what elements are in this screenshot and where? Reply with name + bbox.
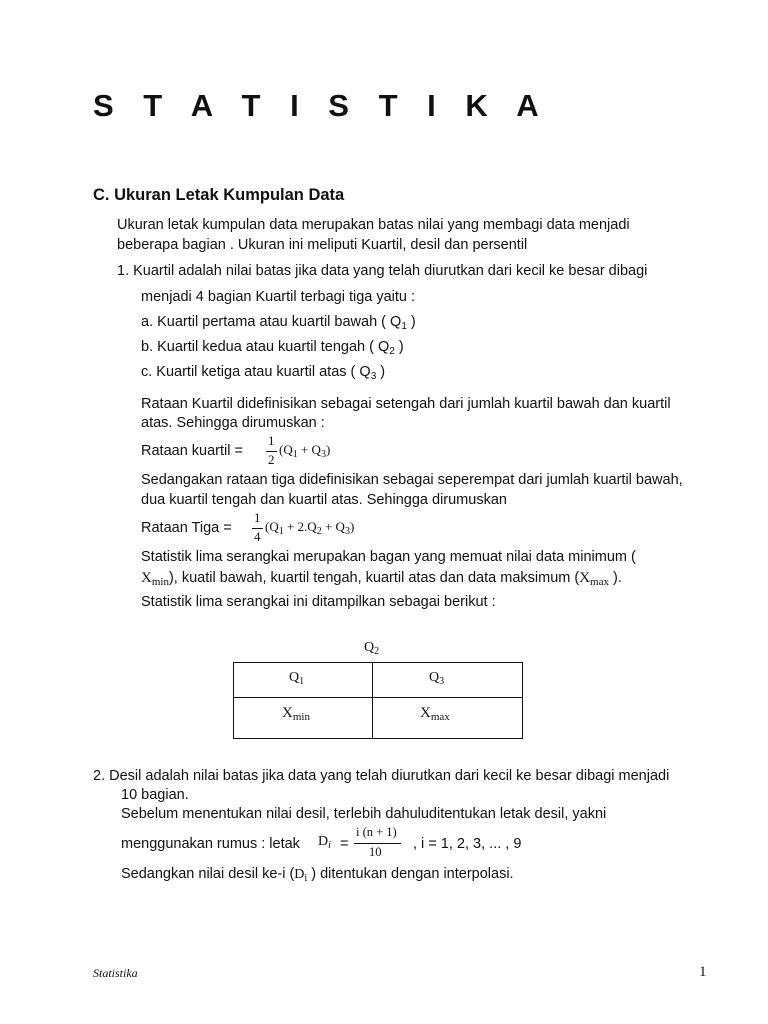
desil-denominator: 10	[369, 845, 382, 859]
item2-line-3: Sebelum menentukan nilai desil, terlebih dahuluditentukan letak desil, yakni	[121, 806, 607, 822]
rataan-tiga-label: Rataan Tiga =	[141, 520, 232, 536]
item2-line-5-d: D	[294, 867, 305, 882]
table-q1-letter: Q	[289, 670, 300, 685]
table-row-divider	[233, 697, 522, 698]
rataan-kuartil-label: Rataan kuartil =	[141, 443, 243, 459]
rt-expr-sub3: 3	[344, 526, 350, 537]
item1-line-1: 1. Kuartil adalah nilai batas jika data yang telah diurutkan dari kecil ke besar dibagi	[117, 263, 648, 279]
table-cell-q1	[289, 670, 304, 686]
rataan-kuartil-numerator: 1	[268, 433, 275, 448]
lima-line-2	[141, 569, 622, 587]
table-xmax-letter: X	[420, 705, 431, 721]
rt-expr-open: (Q	[265, 519, 279, 534]
rataan-tiga-numerator: 1	[254, 510, 261, 525]
desil-range: , i = 1, 2, 3, ... , 9	[413, 836, 522, 852]
rataan-tiga-denominator: 4	[254, 529, 261, 544]
table-cell-q3	[429, 670, 444, 686]
rk-expr-sub2: 3	[320, 449, 326, 460]
page-number: 1	[699, 964, 707, 980]
item2-line-4: menggunakan rumus : letak	[121, 836, 300, 852]
lima-line-2-text: ), kuatil bawah, kuartil tengah, kuartil atas dan data maksimum (	[168, 570, 580, 586]
rataan-tiga-line-2: dua kuartil tengah dan kuartil atas. Sehingga dirumuskan	[141, 492, 507, 508]
intro-line-2: beberapa bagian . Ukuran ini meliputi Kuartil, desil dan persentil	[117, 237, 528, 253]
table-cell-xmin	[282, 705, 310, 722]
item2-line-5-start: Sedangkan nilai desil ke-i (	[121, 866, 295, 882]
lima-line-2-end: ).	[609, 570, 622, 586]
lima-xmax-sub: max	[590, 576, 609, 588]
table-q2-label	[364, 640, 379, 656]
lima-xmin-x: X	[141, 570, 152, 586]
table-column-divider	[372, 662, 373, 738]
footer-title: Statistika	[93, 966, 138, 980]
rataan-tiga-line-1: Sedangakan rataan tiga didefinisikan sebagai seperempat dari jumlah kuartil bawah,	[141, 472, 683, 488]
rataan-tiga-expression	[265, 519, 354, 535]
rataan-kuartil-line-1: Rataan Kuartil didefinisikan sebagai setengah dari jumlah kuartil bawah dan kuartil	[141, 396, 671, 412]
table-q1-sub: 1	[299, 676, 305, 687]
list-item-b-sub: 2	[389, 346, 395, 357]
list-item-c-sub: 3	[370, 371, 377, 382]
lima-xmin-sub: min	[151, 576, 169, 588]
rataan-kuartil-expression	[279, 442, 330, 458]
rt-expr-sub1: 1	[278, 526, 284, 537]
table-xmin-sub: min	[292, 711, 310, 723]
rk-expr-open: (Q	[279, 442, 293, 457]
table-cell-xmax	[420, 705, 450, 722]
desil-symbol	[318, 834, 331, 850]
table-q2-letter: Q	[364, 640, 375, 655]
list-item-c-close: )	[376, 364, 386, 380]
item2-line-5-sub: i	[304, 873, 308, 884]
list-item-a	[141, 313, 416, 331]
table-q3-sub: 3	[439, 676, 445, 687]
table-q3-letter: Q	[429, 670, 440, 685]
list-item-b-close: )	[394, 339, 404, 355]
desil-d-sub: i	[328, 840, 331, 851]
rt-expr-mid2: + Q	[321, 519, 345, 534]
rt-expr-close: )	[349, 519, 355, 534]
rataan-kuartil-line-2: atas. Sehingga dirumuskan :	[141, 415, 325, 431]
rk-expr-close: )	[325, 442, 331, 457]
rk-expr-sub1: 1	[292, 449, 298, 460]
list-item-a-sub: 1	[401, 321, 407, 332]
section-heading: C. Ukuran Letak Kumpulan Data	[93, 186, 345, 204]
item1-line-2: menjadi 4 bagian Kuartil terbagi tiga yaitu :	[141, 289, 416, 305]
rt-expr-sub2: 2	[316, 526, 322, 537]
lima-serangkai-table	[233, 662, 523, 739]
rataan-kuartil-denominator: 2	[268, 452, 275, 467]
list-item-b-text: b. Kuartil kedua atau kuartil tengah ( Q	[141, 339, 390, 355]
table-q2-sub: 2	[374, 646, 380, 657]
table-xmax-sub: max	[430, 711, 450, 723]
list-item-c	[141, 363, 385, 381]
lima-line-1: Statistik lima serangkai merupakan bagan yang memuat nilai data minimum (	[141, 549, 636, 565]
lima-xmax-x: X	[579, 570, 591, 586]
rk-expr-mid: + Q	[297, 442, 321, 457]
desil-fraction-bar	[354, 843, 401, 844]
list-item-a-text: a. Kuartil pertama atau kuartil bawah ( Q	[141, 314, 402, 330]
item2-line-5-end: ) ditentukan dengan interpolasi.	[307, 866, 514, 882]
page-title: S T A T I S T I K A	[93, 88, 550, 123]
desil-numerator: i (n + 1)	[356, 825, 397, 839]
list-item-c-text: c. Kuartil ketiga atau kuartil atas ( Q	[141, 364, 371, 380]
list-item-a-close: )	[406, 314, 416, 330]
intro-line-1: Ukuran letak kumpulan data merupakan batas nilai yang membagi data menjadi	[117, 217, 630, 233]
table-xmin-letter: X	[282, 705, 293, 721]
lima-line-3: Statistik lima serangkai ini ditampilkan sebagai berikut :	[141, 594, 496, 610]
list-item-b	[141, 338, 404, 356]
desil-d: D	[318, 834, 329, 849]
item2-line-2: 10 bagian.	[121, 787, 189, 803]
desil-equals: =	[340, 836, 349, 852]
item2-line-5	[121, 865, 514, 884]
rt-expr-mid1: + 2.Q	[283, 519, 317, 534]
item2-line-1: 2. Desil adalah nilai batas jika data yang telah diurutkan dari kecil ke besar dibagi menjadi	[93, 768, 670, 784]
